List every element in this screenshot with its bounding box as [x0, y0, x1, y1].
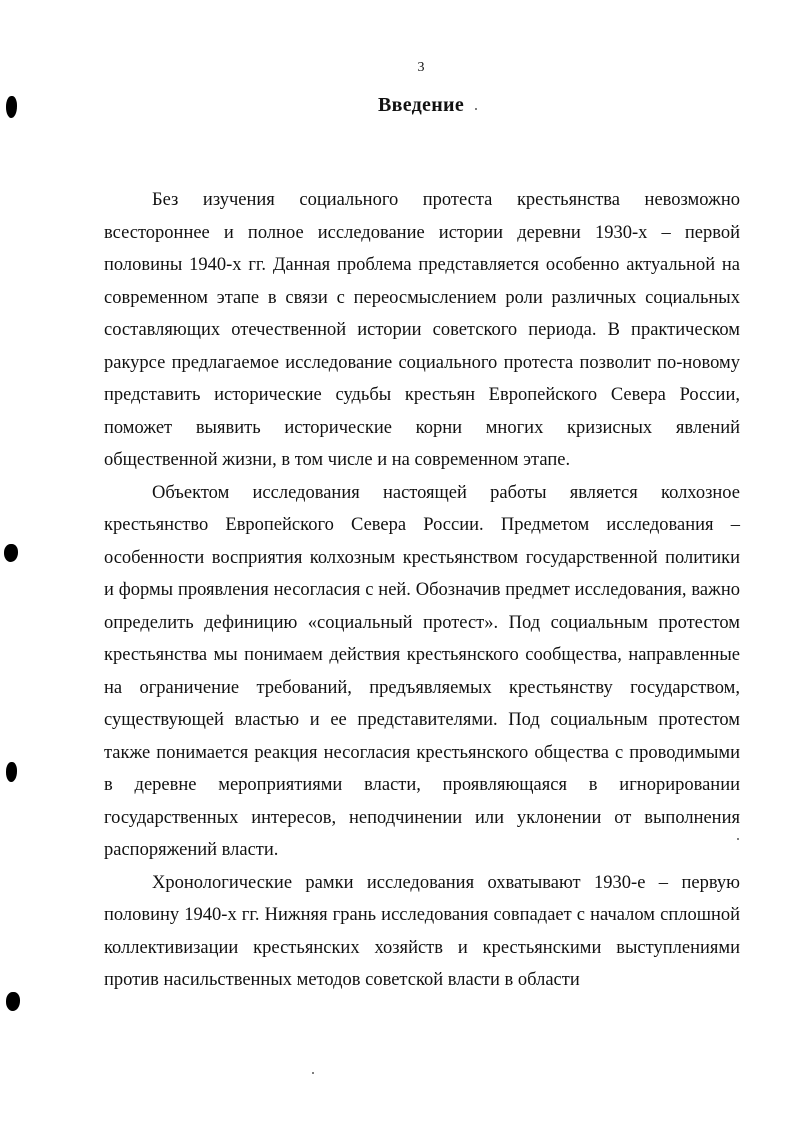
page-title: Введение	[377, 94, 465, 116]
paragraph: Хронологические рамки исследования охватывают 1930-е – первую половину 1940-х гг. Нижняя грань исследования совпадает с началом сплошной коллективизации крестьянских хозяйств и крестьянскими выступлениями против насильственных методов советской власти в области	[104, 872, 740, 990]
paragraph: Без изучения социального протеста крестьянства невозможно всестороннее и полное исследование истории деревни 1930-х – первой половины 1940-х гг. Данная проблема представляется особенно актуальной на современном этапе в связи с переосмыслением роли различных социальных составляющих отечественной истории советского периода. В практическом ракурсе предлагаемое исследование социального протеста позволит по-новому представить исторические судьбы крестьян Европейского Севера России, поможет выявить исторические корни многих кризисных явлений общественной жизни, в том числе и на современном этапе.	[104, 190, 740, 470]
body-text	[104, 184, 740, 997]
paragraph: Объектом исследования настоящей работы является колхозное крестьянство Европейского Севера России. Предметом исследования – особенности восприятия колхозным крестьянством государственной политики и формы проявления несогласия с ней. Обозначив предмет исследования, важно определить дефиницию «социальный протест». Под социальным протестом крестьянства мы понимаем действия крестьянского сообщества, направленные на ограничение требований, предъявляемых крестьянству государством, существующей властью и ее представителями. Под социальным протестом также понимается реакция несогласия крестьянского общества с проводимыми в деревне мероприятиями власти, проявляющаяся в игнорировании государственных интересов, неподчинении или уклонении от выполнения распоряжений власти.	[104, 482, 740, 860]
punch-hole-mark	[6, 762, 17, 782]
punch-hole-mark	[6, 992, 20, 1011]
punch-hole-mark	[4, 544, 18, 562]
page-number: 3	[417, 60, 425, 75]
scan-speck	[312, 1072, 314, 1074]
